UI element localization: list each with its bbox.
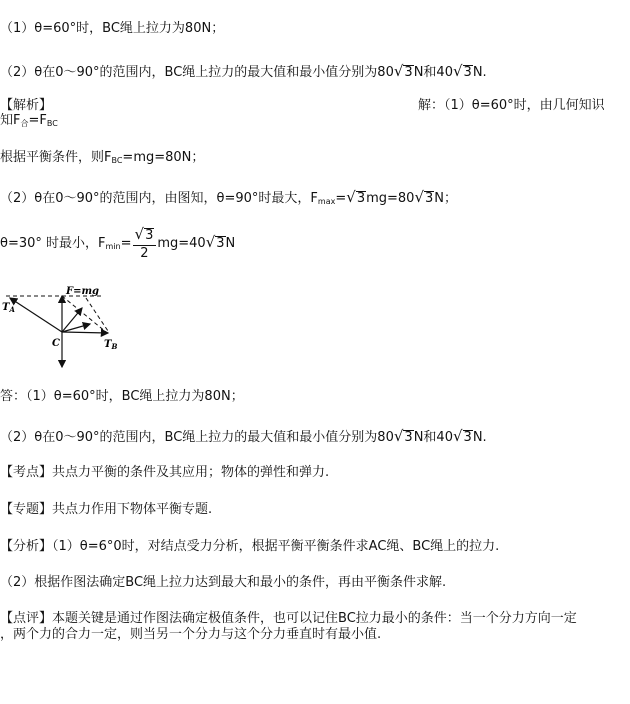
zhuanti-line: 【专题】共点力作用下物体平衡专题. <box>0 502 213 517</box>
text-segment: =F <box>28 113 47 128</box>
text-segment: N和40 <box>413 65 453 80</box>
tb-variant-arrow <box>62 308 82 332</box>
force-diagram <box>0 284 140 374</box>
sqrt-sign: √ <box>414 188 425 206</box>
sqrt-value: 3 <box>216 236 225 251</box>
text-segment: = <box>335 191 347 206</box>
label-sub: A <box>9 305 15 314</box>
text-segment: 根据平衡条件，则F <box>0 150 112 165</box>
ta-line <box>10 298 62 332</box>
top-line-1: （1）θ=60°时，BC绳上拉力为80N； <box>0 21 225 36</box>
text-segment: θ=30° 时最小，F <box>0 236 106 251</box>
sqrt-sign: √ <box>393 62 404 80</box>
jiexi-line-2 <box>0 113 58 132</box>
tb-line <box>62 332 108 333</box>
text-segment: =mg=80N； <box>122 150 205 165</box>
max-line <box>0 189 457 210</box>
fraction-denominator: 2 <box>140 246 149 261</box>
text-segment: N. <box>472 430 487 445</box>
dashed-connector <box>86 298 108 331</box>
fraction <box>133 225 157 262</box>
text-segment: = <box>120 236 132 251</box>
label-main: T <box>2 302 10 313</box>
dashed-connector <box>62 296 106 332</box>
answer-line-2 <box>0 428 487 446</box>
tb-variant-arrow <box>62 324 90 332</box>
label-sub: B <box>111 342 118 351</box>
kaodian-line: 【考点】共点力平衡的条件及其应用；物体的弹性和弹力. <box>0 465 330 480</box>
text-segment: （2）θ在0～90°的范围内，BC绳上拉力的最大值和最小值分别为80 <box>0 65 394 80</box>
top-line-2 <box>0 63 487 81</box>
dianping-line-2: ，两个力的合力一定，则当另一个分力与这个分力垂直时有最小值. <box>0 627 382 642</box>
subscript: 合 <box>20 119 29 128</box>
sqrt-value: 3 <box>463 65 472 80</box>
text-segment: N. <box>472 65 487 80</box>
text-segment: mg=40 <box>157 236 206 251</box>
subscript: BC <box>46 119 58 128</box>
label-main: T <box>104 339 112 350</box>
text-segment: （2）θ在0～90°的范围内，由图知，θ=90°时最大，F <box>0 191 318 206</box>
sqrt-value: 3 <box>356 191 366 206</box>
sqrt-value: 3 <box>425 191 434 206</box>
min-line <box>0 225 235 264</box>
text-segment: （2）θ在0～90°的范围内，BC绳上拉力的最大值和最小值分别为80 <box>0 430 394 445</box>
sqrt-sign: √ <box>452 427 463 445</box>
text-segment: N； <box>434 191 458 206</box>
f-label: F=mg <box>66 286 100 297</box>
sqrt-value: 3 <box>404 65 413 80</box>
text-segment: mg=80 <box>366 191 415 206</box>
answer-line-1: 答：（1）θ=60°时，BC绳上拉力为80N； <box>0 389 244 404</box>
jiexi-right-text: 解：（1）θ=60°时，由几何知识 <box>418 98 605 113</box>
subscript: max <box>317 197 336 206</box>
text-segment: N <box>225 236 236 251</box>
fenxi-line-1: 【分析】（1）θ=6°0时，对结点受力分析，根据平衡平衡条件求AC绳、BC绳上的拉力. <box>0 539 500 554</box>
sqrt-sign: √ <box>346 188 356 206</box>
c-label: C <box>52 338 60 349</box>
sqrt-sign: √ <box>393 427 404 445</box>
tb-label <box>104 339 117 351</box>
dianping-line-1: 【点评】本题关键是通过作图法确定极值条件，也可以记住BC拉力最小的条件：当一个分力方向一定 <box>0 611 577 626</box>
sqrt-sign: √ <box>452 62 463 80</box>
fenxi-line-2: （2）根据作图法确定BC绳上拉力达到最大和最小的条件，再由平衡条件求解. <box>0 575 447 590</box>
sqrt-sign: √ <box>205 233 216 251</box>
sqrt-sign: √ <box>134 225 145 243</box>
ta-label <box>2 302 15 314</box>
sqrt-value: 3 <box>463 430 472 445</box>
fraction-numerator <box>133 225 157 246</box>
balance-line <box>0 150 204 169</box>
text-segment: 知F <box>0 113 21 128</box>
jiexi-tag: 【解析】 <box>0 98 53 113</box>
sqrt-value: 3 <box>145 228 154 243</box>
subscript: min <box>105 242 121 251</box>
text-segment: N和40 <box>413 430 453 445</box>
sqrt-value: 3 <box>404 430 413 445</box>
subscript: BC <box>111 156 123 165</box>
